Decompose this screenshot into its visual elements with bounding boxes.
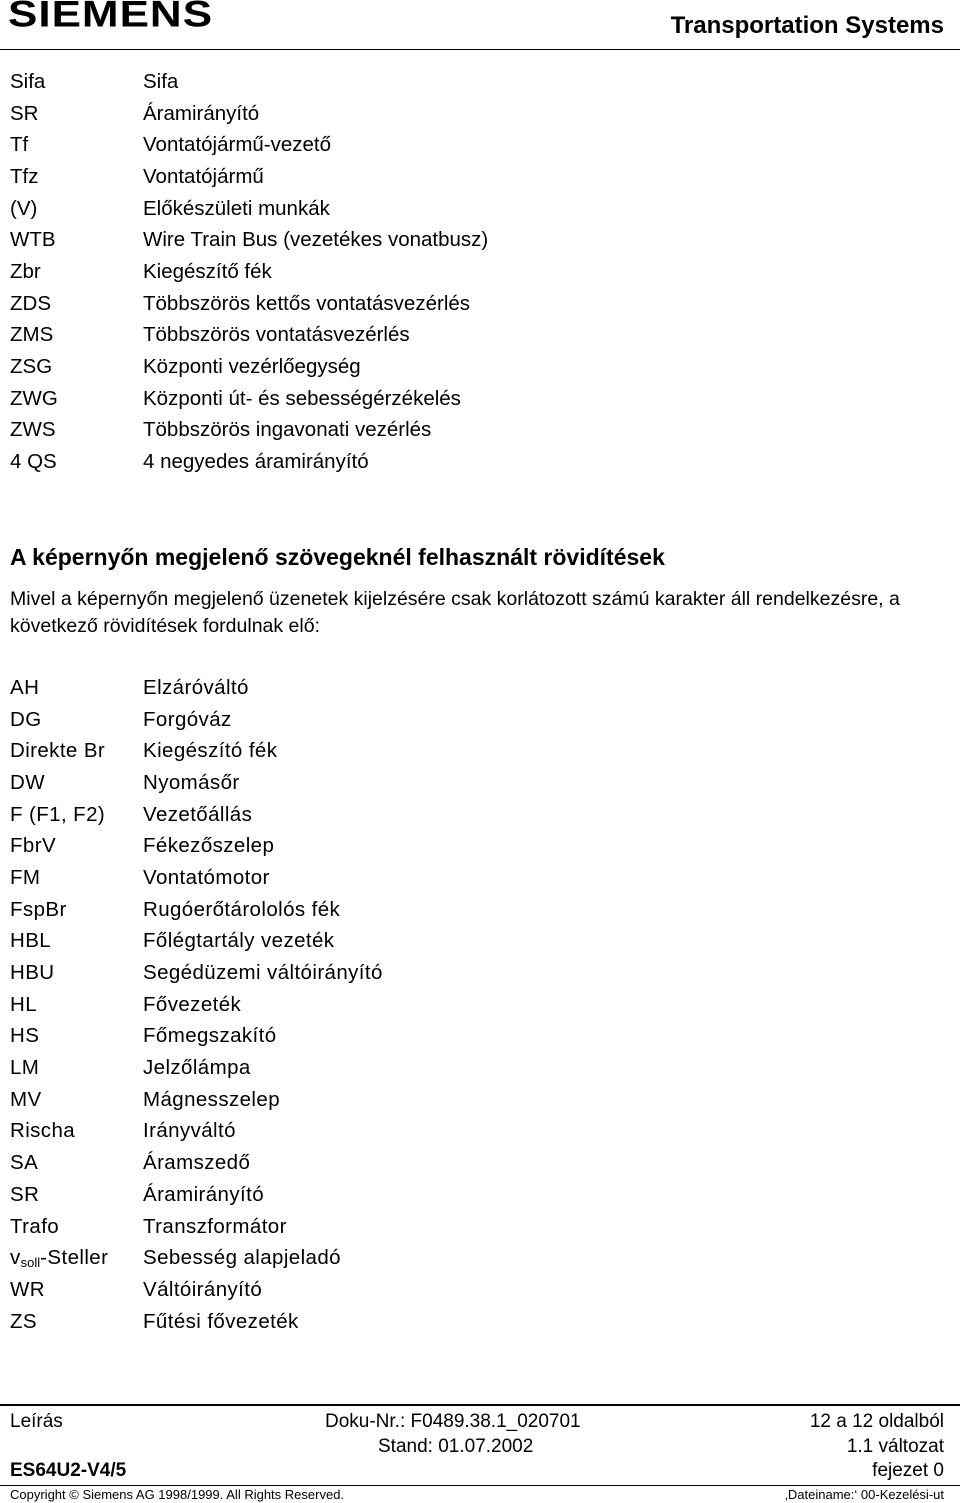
abbr-key: ZWS [10, 418, 56, 442]
list-item [10, 672, 383, 704]
abbr-key: SR [10, 1182, 40, 1206]
abbr-value: Központi út- és sebességérzékelés [143, 386, 461, 410]
abbr-value: Többszörös kettős vontatásvezérlés [143, 291, 471, 315]
abbr-value: Sebesség alapjeladó [143, 1246, 341, 1270]
abbr-key: Rischa [10, 1119, 76, 1143]
list-item [10, 1242, 383, 1274]
abbr-value: Többszörös ingavonati vezérlés [143, 418, 432, 442]
abbr-key: ZS [10, 1309, 37, 1333]
list-item [10, 129, 488, 161]
list-item [10, 1116, 383, 1148]
abbr-key: HBL [10, 929, 52, 953]
footer-product: ES64U2-V4/5 [10, 1460, 127, 1481]
section-paragraph: Mivel a képernyőn megjelenő üzenetek kijelzésére csak korlátozott számú karakter áll rendelkezésre, a következő rövidítések fordulnak elő: [10, 588, 900, 637]
siemens-logo: SIEMENS [8, 0, 214, 36]
abbr-key: AH [10, 675, 40, 699]
abbr-key-main: v [10, 1246, 21, 1270]
abbr-value: Főmegszakító [143, 1024, 277, 1048]
abbr-value: Wire Train Bus (vezetékes vonatbusz) [143, 228, 489, 252]
abbr-key: WTB [10, 228, 56, 252]
abbr-key: Zbr [10, 259, 41, 283]
abbr-key: FbrV [10, 834, 57, 858]
list-item [10, 894, 383, 926]
list-item [10, 957, 383, 989]
list-item [10, 66, 488, 98]
abbr-key: Trafo [10, 1214, 60, 1238]
abbr-key: FM [10, 865, 41, 889]
page-footer [0, 1404, 960, 1503]
footer-divider-top [0, 1404, 960, 1406]
abbr-value: Vezetőállás [143, 802, 253, 826]
list-item [10, 1179, 383, 1211]
abbr-value: Vontatójármű-vezető [143, 133, 332, 157]
list-item [10, 989, 383, 1021]
abbr-key: DW [10, 770, 45, 794]
abbr-key: F (F1, F2) [10, 802, 106, 826]
abbr-value: Fővezeték [143, 992, 242, 1016]
list-item [10, 351, 488, 383]
abbr-key: LM [10, 1056, 40, 1080]
abbr-key: MV [10, 1087, 42, 1111]
abbr-key: Sifa [10, 69, 46, 93]
list-item [10, 704, 383, 736]
list-item [10, 415, 488, 447]
list-item [10, 224, 488, 256]
abbr-key: Tfz [10, 164, 39, 188]
abbr-value: Kiegészítő fék [143, 259, 272, 283]
abbr-value: Áramszedő [143, 1151, 251, 1175]
abbr-value: Elzáróváltó [143, 675, 249, 699]
list-item [10, 1021, 383, 1053]
footer-doc-number: Doku-Nr.: F0489.38.1_020701 [325, 1411, 581, 1432]
abbr-key: SR [10, 101, 39, 125]
abbr-value: Mágnesszelep [143, 1087, 280, 1111]
footer-divider-bottom [0, 1485, 960, 1486]
list-item [10, 1052, 383, 1084]
list-item [10, 735, 383, 767]
list-item [10, 1084, 383, 1116]
abbr-value: Transzformátor [143, 1214, 287, 1238]
abbr-value: Vontatómotor [143, 865, 270, 889]
footer-description: Leírás [10, 1411, 63, 1432]
footer-version: 1.1 változat [846, 1436, 944, 1457]
abbr-value: Jelzőlámpa [143, 1056, 251, 1080]
footer-copyright: Copyright © Siemens AG 1998/1999. All Rights Reserved. [10, 1487, 345, 1502]
abbr-value: Forgóváz [143, 707, 232, 731]
footer-stand-date: Stand: 01.07.2002 [378, 1436, 534, 1457]
abbr-key: Tf [10, 133, 29, 157]
abbreviation-list-top [10, 66, 488, 478]
abbr-value: Váltóirányító [143, 1277, 263, 1301]
list-item [10, 193, 488, 225]
abbr-key: Direkte Br [10, 739, 106, 763]
abbr-key: HS [10, 1024, 40, 1048]
division-title: Transportation Systems [670, 12, 944, 39]
abbr-value: 4 negyedes áramirányító [143, 450, 369, 474]
list-item [10, 256, 488, 288]
list-item [10, 320, 488, 352]
abbr-value: Előkészületi munkák [143, 196, 330, 220]
abbr-value: Nyomásőr [143, 770, 240, 794]
abbr-key-rest: -Steller [40, 1246, 109, 1270]
abbr-key: 4 QS [10, 450, 57, 474]
abbr-value: Fűtési fővezeték [143, 1309, 299, 1333]
abbr-value: Sifa [143, 69, 179, 93]
abbr-key: SA [10, 1151, 39, 1175]
abbr-key-subscript: soll [20, 1255, 41, 1271]
abbr-key: WR [10, 1277, 45, 1301]
list-item [10, 288, 488, 320]
list-item [10, 799, 383, 831]
abbr-value: Segédüzemi váltóirányító [143, 961, 383, 985]
list-item [10, 1211, 383, 1243]
abbr-key: (V) [10, 196, 38, 220]
section-heading: A képernyőn megjelenő szövegeknél felhasznált rövidítések [10, 544, 665, 570]
abbreviation-list-screen [10, 672, 383, 1337]
header-divider [0, 49, 960, 50]
list-item [10, 830, 383, 862]
abbr-value: Főlégtartály vezeték [143, 929, 335, 953]
abbr-value: Rugóerőtárololós fék [143, 897, 341, 921]
abbr-key: ZSG [10, 355, 53, 379]
list-item [10, 767, 383, 799]
abbr-value: Vontatójármű [143, 164, 264, 188]
list-item [10, 98, 488, 130]
abbr-key: ZDS [10, 291, 51, 315]
list-item [10, 161, 488, 193]
list-item [10, 926, 383, 958]
footer-chapter: fejezet 0 [872, 1460, 944, 1481]
abbr-key: DG [10, 707, 42, 731]
footer-page-count: 12 a 12 oldalból [809, 1411, 944, 1432]
abbr-key: HBU [10, 961, 55, 985]
list-item [10, 1306, 383, 1338]
list-item [10, 383, 488, 415]
abbr-key [10, 1246, 143, 1270]
footer-filename: ‚Dateiname:‘ 00-Kezelési-ut [785, 1487, 944, 1502]
abbr-value: Áramirányító [143, 1182, 265, 1206]
list-item [10, 446, 488, 478]
abbr-value: Irányváltó [143, 1119, 236, 1143]
abbr-key: ZMS [10, 323, 54, 347]
abbr-value: Áramirányító [143, 101, 260, 125]
abbr-key: ZWG [10, 386, 58, 410]
abbr-value: Többszörös vontatásvezérlés [143, 323, 410, 347]
page-header [0, 0, 960, 50]
abbr-value: Kiegészító fék [143, 739, 278, 763]
abbr-key: HL [10, 992, 38, 1016]
abbr-value: Központi vezérlőegység [143, 355, 361, 379]
list-item [10, 1147, 383, 1179]
abbr-value: Fékezőszelep [143, 834, 275, 858]
abbr-key: FspBr [10, 897, 67, 921]
list-item [10, 1274, 383, 1306]
list-item [10, 862, 383, 894]
